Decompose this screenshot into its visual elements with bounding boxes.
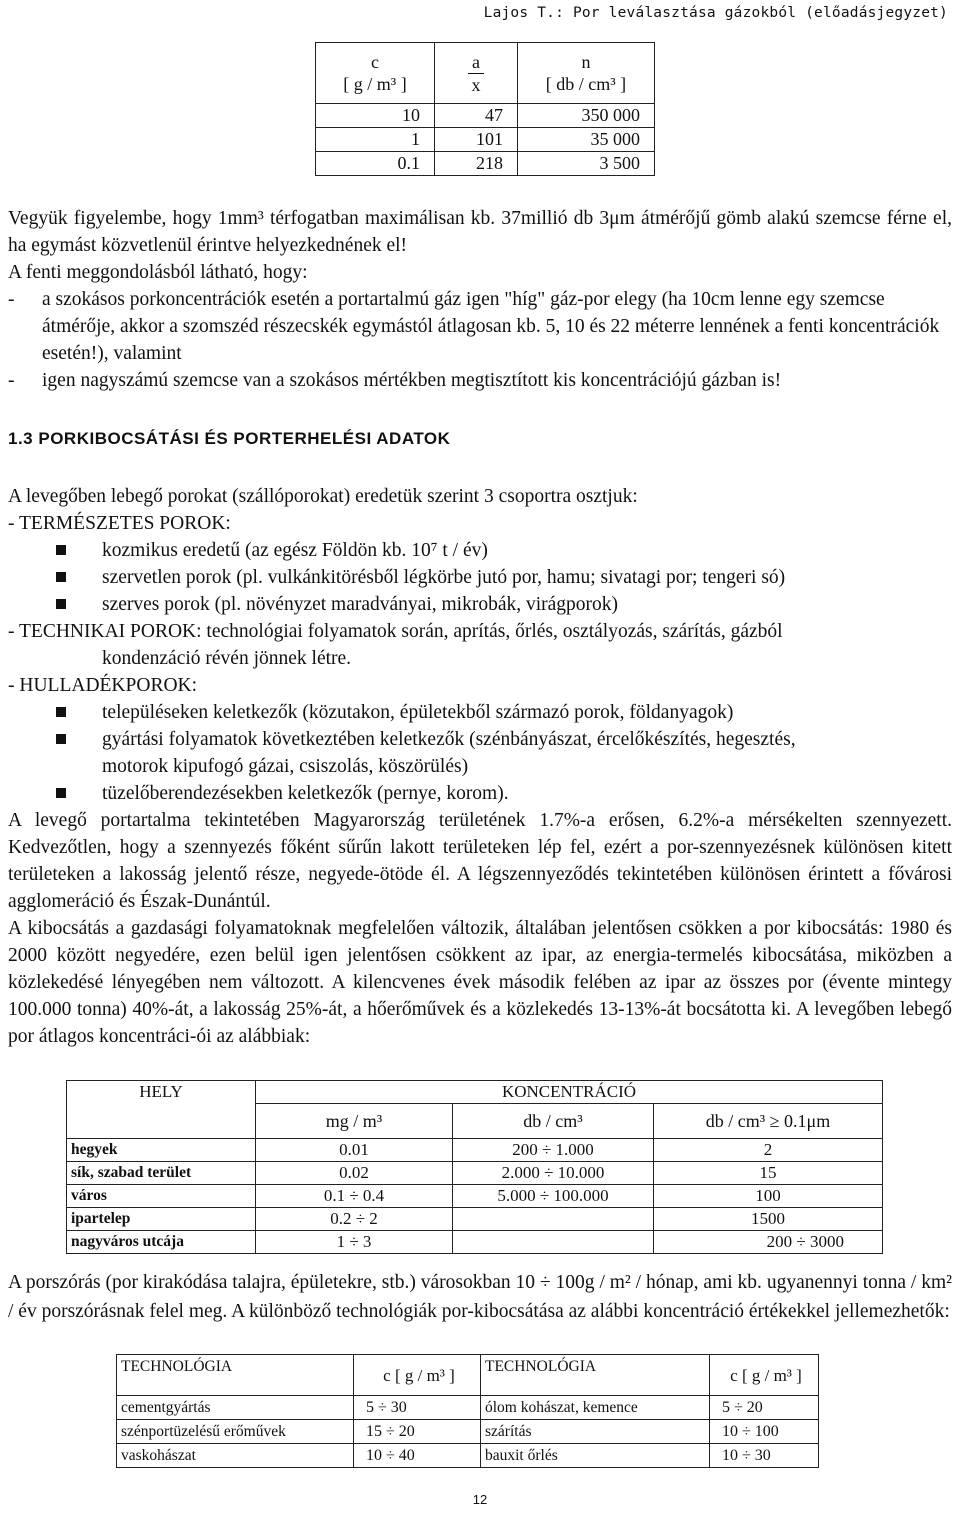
- intro-block: [8, 205, 952, 394]
- ax-denominator: x: [471, 74, 481, 95]
- technology-emission-table: [116, 1354, 819, 1468]
- cell: ipartelep: [67, 1208, 256, 1231]
- cell: 0.01: [256, 1139, 453, 1162]
- dash-marker: -: [8, 289, 15, 310]
- cell: 10 ÷ 30: [710, 1444, 819, 1468]
- technical-line: - TECHNIKAI POROK: technológiai folyamatok során, aprítás, őrlés, osztályozás, szárítás, gázból: [8, 621, 783, 642]
- cell: 1500: [654, 1208, 883, 1231]
- dash-item: [8, 367, 952, 394]
- col-c-header: c [ g / m³ ]: [354, 1355, 481, 1396]
- cell: 200 ÷ 3000: [654, 1231, 883, 1254]
- col-n-label: n: [581, 52, 591, 72]
- concentration-table: [315, 42, 655, 176]
- bullet-icon: [56, 734, 66, 744]
- cell: 101: [435, 128, 518, 152]
- col-c-label: c: [371, 52, 379, 72]
- col-n-header: [518, 43, 655, 104]
- cell: cementgyártás: [117, 1396, 354, 1420]
- col-konc-header: KONCENTRÁCIÓ: [256, 1081, 883, 1104]
- dust-deposition-block: [8, 1268, 952, 1326]
- list-item: [8, 537, 952, 564]
- table-row: [316, 128, 655, 152]
- list-item-text: tüzelőberendezésekben keletkezők (pernye, korom).: [102, 783, 509, 804]
- cell: 0.1: [316, 152, 435, 176]
- col-ax-header: [435, 43, 518, 104]
- col-hely-header: HELY: [67, 1081, 256, 1139]
- bullet-icon: [56, 572, 66, 582]
- cell: 200 ÷ 1.000: [453, 1139, 654, 1162]
- col-c-header: [316, 43, 435, 104]
- cell: 10 ÷ 40: [354, 1444, 481, 1468]
- cell: 3 500: [518, 152, 655, 176]
- cell: 15 ÷ 20: [354, 1420, 481, 1444]
- col-tech-header: TECHNOLÓGIA: [117, 1355, 354, 1396]
- list-item-text: szerves porok (pl. növényzet maradványai, mikrobák, virágporok): [102, 594, 619, 615]
- table-row: [67, 1231, 883, 1254]
- table-row: [117, 1420, 819, 1444]
- list-item: [8, 699, 952, 726]
- table-row: [117, 1396, 819, 1420]
- cell: 2: [654, 1139, 883, 1162]
- table-row: [67, 1139, 883, 1162]
- cell: 0.02: [256, 1162, 453, 1185]
- cell: 35 000: [518, 128, 655, 152]
- dash-item-text: a szokásos porkoncentrációk esetén a portartalmú gáz igen "híg" gáz-por elegy (ha 10cm lenne egy szemcse átmérője, akkor a szomszéd részecskék egymástól átlagosan kb. 5, 10 és 22 méterre lennének a fenti koncentrációk esetén!), valamint: [42, 289, 940, 364]
- list-item: [8, 726, 952, 753]
- cell: 10 ÷ 100: [710, 1420, 819, 1444]
- cell: 5.000 ÷ 100.000: [453, 1185, 654, 1208]
- dash-marker: -: [8, 370, 15, 391]
- table-row: [316, 104, 655, 128]
- cell: 5 ÷ 30: [354, 1396, 481, 1420]
- list-item: [8, 564, 952, 591]
- running-header: Lajos T.: Por leválasztása gázokból (előadásjegyzet): [483, 5, 948, 21]
- unit-db-cm3: db / cm³: [453, 1104, 654, 1139]
- table-header-row: [117, 1355, 819, 1396]
- technical-line: kondenzáció révén jönnek létre.: [102, 648, 352, 669]
- cell: hegyek: [67, 1139, 256, 1162]
- table-row: [67, 1162, 883, 1185]
- paragraph-1: Vegyük figyelembe, hogy 1mm³ térfogatban maximálisan kb. 37millió db 3μm átmérőjű gömb alakú szemcse férne el, ha egymást közvetlenül érintve helyezkednének el!: [8, 208, 952, 256]
- cell: 1: [316, 128, 435, 152]
- paragraph-6: A porszórás (por kirakódása talajra, épületekre, stb.) városokban 10 ÷ 100g / m² / hónap, ami kb. ugyanennyi tonna / km² / év porszórásnak felel meg. A különböző technológiák por-kibocsátása az alábbi koncentráció értékekkel jellemezhetők:: [8, 1272, 952, 1322]
- paragraph-4: A levegő portartalma tekintetében Magyarország területének 1.7%-a erősen, 6.2%-a mérsékelten szennyezett. Kedvezőtlen, hogy a szennyezés főként sűrűn lakott területeken lép fel, ezért a por-szennyezésnek különösen kitett területeken a lakosság jelentő része, negyede-ötöde él. A légszennyeződés tekintetében különösen érintett a fővárosi agglomeráció és Észak-Dunántúl.: [8, 810, 952, 912]
- list-item: [8, 591, 952, 618]
- list-item-text: gyártási folyamatok következtében keletkezők (szénbányászat, ércelőkészítés, hegesztés,: [102, 729, 796, 750]
- cell: vaskohászat: [117, 1444, 354, 1468]
- bullet-icon: [56, 599, 66, 609]
- list-item-text: kozmikus eredetű (az egész Földön kb. 10⁷ t / év): [102, 540, 488, 561]
- col-tech-header-2: TECHNOLÓGIA: [481, 1355, 710, 1396]
- table-row: [67, 1208, 883, 1231]
- col-n-unit: [ db / cm³ ]: [545, 74, 627, 94]
- sources-block: [8, 483, 952, 1050]
- cell: [453, 1231, 654, 1254]
- table-row: [67, 1185, 883, 1208]
- cell: ólom kohászat, kemence: [481, 1396, 710, 1420]
- cell: város: [67, 1185, 256, 1208]
- page-number: 12: [472, 1492, 488, 1507]
- ax-numerator: a: [468, 51, 484, 74]
- dash-item-text: igen nagyszámú szemcse van a szokásos mértékben megtisztított kis koncentrációjú gázban is!: [42, 370, 782, 391]
- bullet-icon: [56, 545, 66, 555]
- paragraph-5: A kibocsátás a gazdasági folyamatoknak megfelelően változik, általában jelentősen csökken a por kibocsátás: 1980 és 2000 között negyedére, ezen belül igen jelentősen csökkent az ipar, az energia-termelés kibocsátása, miközben a közlekedésé lényegében nem változott. A kilencvenes évek második felében az ipar az összes por (évente mintegy 100.000 tonna) 40%-át, a lakosság 25%-át, a hőerőművek és a közlekedés 13-13%-át bocsátotta ki. A levegőben lebegő por átlagos koncentráci-ói az alábbiak:: [8, 918, 952, 1047]
- bullet-icon: [56, 788, 66, 798]
- natural-heading: - TERMÉSZETES POROK:: [8, 513, 231, 534]
- section-heading: 1.3 PORKIBOCSÁTÁSI ÉS PORTERHELÉSI ADATOK: [8, 429, 451, 448]
- paragraph-2: A fenti meggondolásból látható, hogy:: [8, 262, 308, 283]
- cell: 1 ÷ 3: [256, 1231, 453, 1254]
- ax-fraction: [468, 51, 484, 96]
- list-item-continuation: motorok kipufogó gázai, csiszolás, köszörülés): [102, 756, 469, 777]
- cell: 0.1 ÷ 0.4: [256, 1185, 453, 1208]
- cell: 2.000 ÷ 10.000: [453, 1162, 654, 1185]
- cell: 15: [654, 1162, 883, 1185]
- bullet-icon: [56, 707, 66, 717]
- cell: 100: [654, 1185, 883, 1208]
- cell: 218: [435, 152, 518, 176]
- waste-heading: - HULLADÉKPOROK:: [8, 675, 198, 696]
- paragraph-3: A levegőben lebegő porokat (szállóporokat) eredetük szerint 3 csoportra osztjuk:: [8, 486, 638, 507]
- cell: bauxit őrlés: [481, 1444, 710, 1468]
- table-row: [117, 1444, 819, 1468]
- list-item-text: szervetlen porok (pl. vulkánkitörésből légkörbe jutó por, hamu; sivatagi por; tengeri só): [102, 567, 786, 588]
- table-header-row: [67, 1081, 883, 1104]
- cell: [453, 1208, 654, 1231]
- table-row: [316, 152, 655, 176]
- cell: 350 000: [518, 104, 655, 128]
- unit-mg-m3: mg / m³: [256, 1104, 453, 1139]
- col-c-unit: [ g / m³ ]: [343, 74, 407, 94]
- cell: 0.2 ÷ 2: [256, 1208, 453, 1231]
- location-concentration-table: [66, 1080, 883, 1254]
- col-c-header-2: c [ g / m³ ]: [710, 1355, 819, 1396]
- cell: 47: [435, 104, 518, 128]
- cell: szárítás: [481, 1420, 710, 1444]
- cell: 10: [316, 104, 435, 128]
- dash-item: [8, 286, 952, 367]
- cell: 5 ÷ 20: [710, 1396, 819, 1420]
- cell: szénportüzelésű erőművek: [117, 1420, 354, 1444]
- cell: nagyváros utcája: [67, 1231, 256, 1254]
- cell: sík, szabad terület: [67, 1162, 256, 1185]
- list-item-text: településeken keletkezők (közutakon, épületekből származó porok, földanyagok): [102, 702, 734, 723]
- unit-db-cm3-size: db / cm³ ≥ 0.1μm: [654, 1104, 883, 1139]
- list-item: [8, 780, 952, 807]
